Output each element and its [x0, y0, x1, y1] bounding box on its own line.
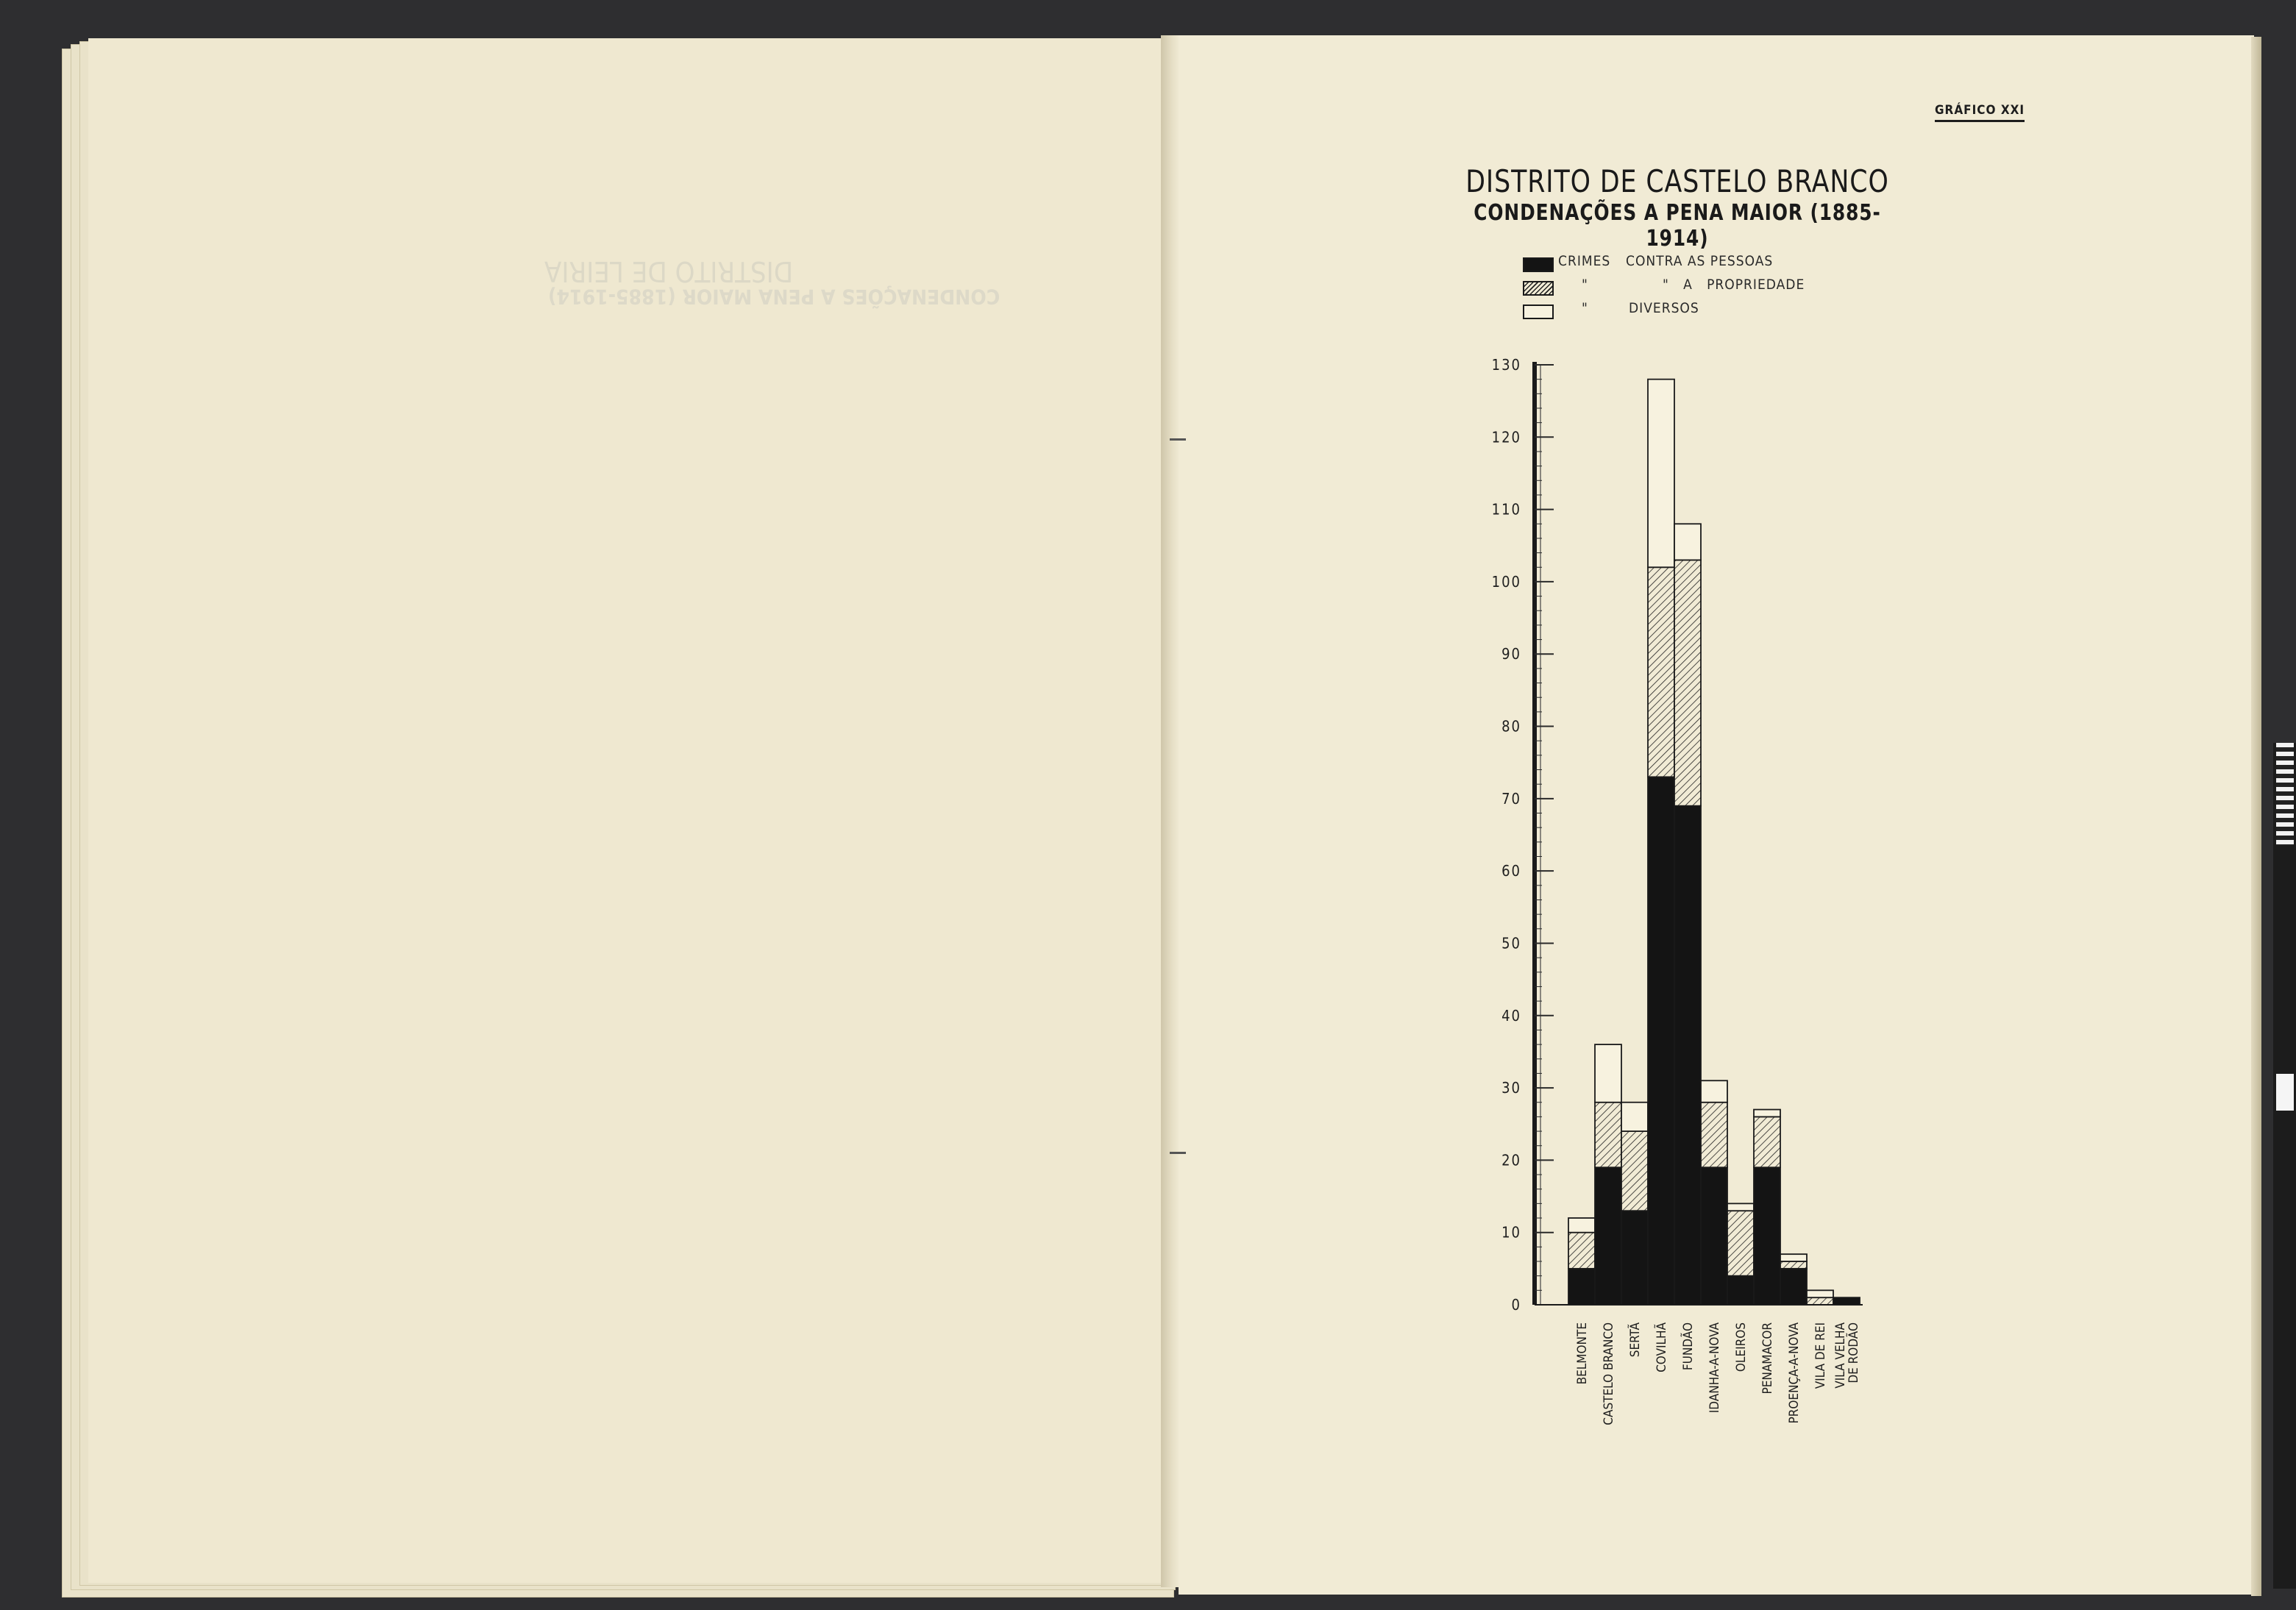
y-tick-label: 130 — [1491, 356, 1521, 374]
y-tick-label: 20 — [1501, 1151, 1521, 1169]
bar-segment-solid — [1727, 1276, 1754, 1305]
bar-segment-solid — [1701, 1167, 1727, 1305]
bar-segment-open — [1754, 1110, 1780, 1117]
bar-segment-open — [1621, 1103, 1648, 1131]
legend-label: DIVERSOS — [1629, 300, 1699, 316]
bar-segment-open — [1701, 1080, 1727, 1102]
graphic-number: GRÁFICO XXI — [1935, 103, 2025, 122]
legend-label: " — [1582, 277, 1588, 293]
x-tick-label: VILA VELHA — [1833, 1322, 1848, 1389]
bars — [1535, 380, 1863, 1305]
bar-segment-open — [1648, 380, 1674, 568]
bar-segment-solid — [1648, 777, 1674, 1305]
legend-label: CRIMES — [1558, 253, 1611, 269]
chart-title: DISTRITO DE CASTELO BRANCO — [1465, 163, 1889, 199]
y-tick-label: 100 — [1491, 572, 1521, 591]
bar-segment-open — [1780, 1254, 1807, 1261]
facing-page-title: DISTRITO DE LEIRIA — [544, 255, 794, 288]
bar-segment-open — [1674, 524, 1701, 560]
bar-segment-solid — [1674, 806, 1701, 1305]
x-tick-label: DE RODÃO — [1847, 1322, 1861, 1383]
x-tick-label: PENAMACOR — [1760, 1322, 1775, 1394]
bar-segment-solid — [1754, 1167, 1780, 1305]
x-tick-label: VILA DE REI — [1813, 1322, 1828, 1389]
x-tick-label: FUNDÃO — [1681, 1322, 1696, 1371]
x-tick-label: OLEIROS — [1734, 1322, 1749, 1372]
y-tick-label: 40 — [1501, 1006, 1521, 1025]
y-tick-label: 10 — [1501, 1223, 1521, 1242]
bar-segment-hatched — [1648, 567, 1674, 777]
y-tick-label: 120 — [1491, 428, 1521, 446]
chart-subtitle: CONDENAÇÕES A PENA MAIOR (1885-1914) — [1474, 200, 1881, 252]
x-tick-label: COVILHÃ — [1655, 1322, 1669, 1372]
y-tick-label: 30 — [1501, 1079, 1521, 1097]
bar-segment-solid — [1780, 1269, 1807, 1305]
bar-segment-hatched — [1780, 1261, 1807, 1269]
facing-page-subtitle: CONDENAÇÕES A PENA MAIOR (1885-1914) — [548, 285, 1000, 309]
legend-label: " — [1582, 300, 1588, 316]
y-tick-label: 110 — [1491, 500, 1521, 519]
x-tick-label: SERTÃ — [1628, 1322, 1643, 1358]
bar-segment-open — [1595, 1044, 1621, 1103]
bar-segment-hatched — [1674, 560, 1701, 805]
x-tick-label: PROENÇA-A-NOVA — [1787, 1322, 1802, 1424]
y-axis — [1492, 356, 1554, 1314]
bar-segment-hatched — [1807, 1297, 1833, 1305]
bar-segment-open — [1568, 1218, 1595, 1233]
bar-segment-hatched — [1621, 1131, 1648, 1211]
x-axis-labels — [1575, 1322, 1861, 1425]
x-tick-label: CASTELO BRANCO — [1602, 1322, 1616, 1425]
bar-segment-solid — [1833, 1297, 1860, 1305]
bar-segment-hatched — [1727, 1211, 1754, 1275]
bar-segment-hatched — [1701, 1103, 1727, 1167]
legend-label: CONTRA AS PESSOAS — [1626, 253, 1774, 269]
bar-segment-open — [1727, 1203, 1754, 1211]
legend-label: " A PROPRIEDADE — [1663, 277, 1805, 293]
y-tick-label: 50 — [1501, 934, 1521, 952]
y-tick-label: 90 — [1501, 645, 1521, 663]
bar-segment-solid — [1621, 1211, 1648, 1305]
bar-segment-hatched — [1595, 1103, 1621, 1167]
y-tick-label: 60 — [1501, 862, 1521, 880]
y-tick-label: 0 — [1511, 1296, 1521, 1314]
y-tick-label: 70 — [1501, 789, 1521, 808]
bar-segment-hatched — [1754, 1116, 1780, 1167]
bar-segment-solid — [1595, 1167, 1621, 1305]
bar-segment-hatched — [1568, 1233, 1595, 1269]
x-tick-label: BELMONTE — [1575, 1322, 1590, 1385]
x-tick-label: IDANHA-A-NOVA — [1707, 1322, 1722, 1414]
y-tick-label: 80 — [1501, 717, 1521, 735]
bar-segment-solid — [1568, 1269, 1595, 1305]
bar-segment-open — [1807, 1290, 1833, 1297]
